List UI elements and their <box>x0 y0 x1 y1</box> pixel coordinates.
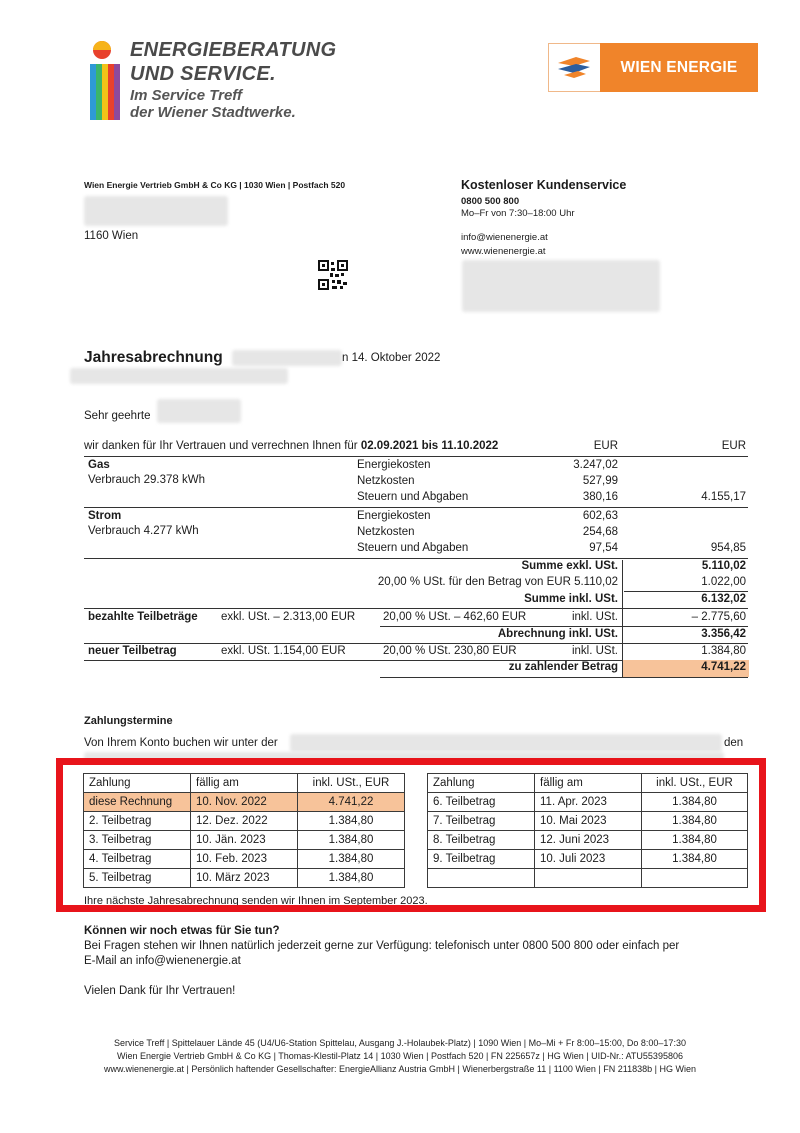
payment-text-end: den <box>724 737 744 749</box>
currency-header-2: EUR <box>721 440 746 452</box>
logo-line2: UND SERVICE. <box>130 63 276 85</box>
service-title: Kostenloser Kundenservice <box>461 178 627 192</box>
new-vat: 20,00 % USt. 230,80 EUR <box>383 645 517 657</box>
paid-vat: 20,00 % USt. – 462,60 EUR <box>383 611 527 623</box>
settle-label: Abrechnung inkl. USt. <box>497 628 618 640</box>
divider <box>84 558 748 559</box>
redacted-recipient <box>84 196 228 226</box>
cell-amount: 1.384,80 <box>642 850 748 869</box>
cell-zahlung: 5. Teilbetrag <box>84 869 191 888</box>
due-label: zu zahlender Betrag <box>508 661 618 673</box>
header-amount: inkl. USt., EUR <box>298 774 405 793</box>
help-line1: Bei Fragen stehen wir Ihnen natürlich jederzeit gerne zur Verfügung: telefonisch unter 0800 500 800 oder einfach per <box>84 940 680 952</box>
divider <box>84 608 748 609</box>
paid-incl-label: inkl. USt. <box>571 611 618 623</box>
logo-line4: der Wiener Stadtwerke. <box>130 104 296 121</box>
header-zahlung: Zahlung <box>84 774 191 793</box>
currency-header-1: EUR <box>593 440 618 452</box>
header-faellig: fällig am <box>191 774 298 793</box>
cell-faellig: 10. März 2023 <box>191 869 298 888</box>
net-label: Summe exkl. USt. <box>521 560 618 572</box>
strom-total: 954,85 <box>710 542 746 554</box>
cell-zahlung: 8. Teilbetrag <box>428 831 535 850</box>
redacted-customer-info <box>462 260 660 312</box>
vat-label: 20,00 % USt. für den Betrag von EUR 5.110,02 <box>377 576 618 588</box>
thanks: Vielen Dank für Ihr Vertrauen! <box>84 985 236 997</box>
cell-faellig: 11. Apr. 2023 <box>535 793 642 812</box>
service-phone: 0800 500 800 <box>461 196 520 207</box>
header-zahlung: Zahlung <box>428 774 535 793</box>
divider <box>84 456 748 457</box>
gas-tax-label: Steuern und Abgaben <box>357 491 469 503</box>
gas-total: 4.155,17 <box>701 491 746 503</box>
salutation: Sehr geehrte <box>84 410 151 422</box>
strom-energy-label: Energiekosten <box>357 510 431 522</box>
payment-text-start: Von Ihrem Konto buchen wir unter der <box>84 737 278 749</box>
wien-energie-wing-icon <box>556 55 592 79</box>
gas-network-value: 527,99 <box>582 475 618 487</box>
cell-zahlung: 4. Teilbetrag <box>84 850 191 869</box>
cell-amount: 1.384,80 <box>298 869 405 888</box>
redacted-account-info <box>290 734 722 752</box>
service-email[interactable]: info@wienenergie.at <box>461 232 548 243</box>
qr-code-icon <box>318 260 348 290</box>
logo-line1: ENERGIEBERATUNG <box>130 39 337 61</box>
cell-zahlung: 6. Teilbetrag <box>428 793 535 812</box>
paid-label: bezahlte Teilbeträge <box>88 611 198 623</box>
intro-text: wir danken für Ihr Vertrauen und verrechnen Ihnen für <box>84 440 358 452</box>
new-value: 1.384,80 <box>701 645 746 657</box>
new-label: neuer Teilbetrag <box>88 645 177 657</box>
gas-network-label: Netzkosten <box>357 475 415 487</box>
footer-line3: www.wienenergie.at | Persönlich haftender Gesellschafter: EnergieAllianz Austria GmbH | Wienerbergstraße 11 | 1100 Wien | FN 211838b | HG Wien <box>104 1064 696 1074</box>
cell-faellig: 10. Mai 2023 <box>535 812 642 831</box>
intro-line <box>84 440 498 452</box>
cell-faellig: 12. Dez. 2022 <box>191 812 298 831</box>
cell-faellig: 10. Nov. 2022 <box>191 793 298 812</box>
cell-faellig: 10. Juli 2023 <box>535 850 642 869</box>
payment-heading: Zahlungstermine <box>84 715 173 727</box>
redacted-name <box>157 399 241 423</box>
cell-amount: 1.384,80 <box>298 812 405 831</box>
cell-amount: 1.384,80 <box>298 850 405 869</box>
settle-value: 3.356,42 <box>701 628 746 640</box>
gas-energy-value: 3.247,02 <box>573 459 618 471</box>
next-bill-note: Ihre nächste Jahresabrechnung senden wir Ihnen im September 2023. <box>84 895 428 907</box>
divider <box>624 591 748 592</box>
doc-title: Jahresabrechnung <box>84 349 223 366</box>
logo-line3: Im Service Treff <box>130 87 243 104</box>
cell-zahlung: 3. Teilbetrag <box>84 831 191 850</box>
cell-zahlung: 9. Teilbetrag <box>428 850 535 869</box>
gas-energy-label: Energiekosten <box>357 459 431 471</box>
strom-tax-value: 97,54 <box>589 542 618 554</box>
strom-label: Strom <box>88 510 122 522</box>
footer-line1: Service Treff | Spittelauer Lände 45 (U4/U6-Station Spittelau, Ausgang J.-Holaubek-Platz) | 1090 Wien | Mo–Mi + Fr 8:00–15:00, Do 8:00–17:30 <box>114 1038 686 1048</box>
gas-label: Gas <box>88 459 110 471</box>
service-hours: Mo–Fr von 7:30–18:00 Uhr <box>461 208 575 219</box>
cell-zahlung: 2. Teilbetrag <box>84 812 191 831</box>
help-heading: Können wir noch etwas für Sie tun? <box>84 925 280 937</box>
cell-amount: 1.384,80 <box>642 812 748 831</box>
footer-line2: Wien Energie Vertrieb GmbH & Co KG | Thomas-Klestil-Platz 14 | 1030 Wien | Postfach 520 | FN 225657z | HG Wien | UID-Nr.: ATU55395806 <box>117 1051 683 1061</box>
header-amount: inkl. USt., EUR <box>642 774 748 793</box>
recipient-city: 1160 Wien <box>84 230 139 242</box>
new-excl: exkl. USt. 1.154,00 EUR <box>221 645 346 657</box>
redacted-reference <box>70 368 288 384</box>
strom-tax-label: Steuern und Abgaben <box>357 542 469 554</box>
net-value: 5.110,02 <box>701 560 746 572</box>
highlight-frame <box>56 758 766 912</box>
paid-excl: exkl. USt. – 2.313,00 EUR <box>221 611 356 623</box>
strom-usage: Verbrauch 4.277 kWh <box>88 525 199 537</box>
gross-value: 6.132,02 <box>701 593 746 605</box>
cell-zahlung: diese Rechnung <box>84 793 191 812</box>
redacted-title-info <box>232 350 342 366</box>
header-faellig: fällig am <box>535 774 642 793</box>
help-line2: E-Mail an info@wienenergie.at <box>84 955 241 967</box>
divider <box>380 626 748 627</box>
divider <box>380 677 748 678</box>
gross-label: Summe inkl. USt. <box>524 593 618 605</box>
paid-value: – 2.775,60 <box>691 611 746 623</box>
strom-energy-value: 602,63 <box>582 510 618 522</box>
rainbow-bars-icon <box>86 40 126 122</box>
strom-network-label: Netzkosten <box>357 526 415 538</box>
cell-faellig: 12. Juni 2023 <box>535 831 642 850</box>
column-separator <box>622 560 623 677</box>
divider <box>84 643 748 644</box>
brand-name: WIEN ENERGIE <box>600 43 758 92</box>
cell-amount: 4.741,22 <box>298 793 405 812</box>
divider <box>84 507 748 508</box>
vat-value: 1.022,00 <box>701 576 746 588</box>
due-value: 4.741,22 <box>701 661 746 673</box>
cell-faellig: 10. Feb. 2023 <box>191 850 298 869</box>
sender-line: Wien Energie Vertrieb GmbH & Co KG | 1030 Wien | Postfach 520 <box>84 180 346 190</box>
doc-date: n 14. Oktober 2022 <box>342 352 441 364</box>
cell-zahlung: 7. Teilbetrag <box>428 812 535 831</box>
intro-period: 02.09.2021 bis 11.10.2022 <box>360 440 499 452</box>
service-web[interactable]: www.wienenergie.at <box>461 246 546 257</box>
cell-amount: 1.384,80 <box>298 831 405 850</box>
cell-amount: 1.384,80 <box>642 831 748 850</box>
gas-tax-value: 380,16 <box>582 491 618 503</box>
strom-network-value: 254,68 <box>582 526 618 538</box>
gas-usage: Verbrauch 29.378 kWh <box>88 474 205 486</box>
cell-faellig: 10. Jän. 2023 <box>191 831 298 850</box>
cell-amount: 1.384,80 <box>642 793 748 812</box>
new-incl-label: inkl. USt. <box>571 645 618 657</box>
